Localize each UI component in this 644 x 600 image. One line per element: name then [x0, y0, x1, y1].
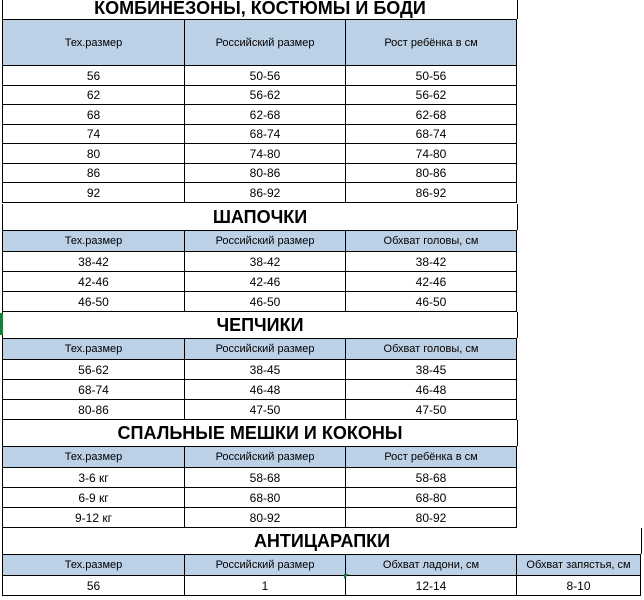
cell-comment-marker — [344, 574, 349, 579]
header-palm-circumference: Обхват ладони, см — [346, 555, 517, 576]
cell-russian-size: 74-80 — [185, 144, 346, 164]
cell-russian-size: 56-62 — [185, 86, 346, 105]
header-russian-size: Российский размер — [185, 20, 346, 66]
table-row — [3, 468, 517, 488]
section-title-overalls: КОМБИНЕЗОНЫ, КОСТЮМЫ И БОДИ — [2, 0, 518, 19]
table-header-row — [3, 339, 517, 360]
table-bonnets — [2, 338, 517, 420]
section-title-sleeping-bags: СПАЛЬНЫЕ МЕШКИ И КОКОНЫ — [2, 420, 518, 446]
table-row — [3, 144, 517, 164]
section-title-hats: ШАПОЧКИ — [2, 204, 518, 230]
table-row — [3, 66, 517, 86]
cell-tech-size: 80-86 — [3, 400, 185, 420]
table-overalls — [2, 19, 517, 203]
header-tech-size: Тех.размер — [3, 555, 185, 576]
cell-child-height: 74-80 — [346, 144, 517, 164]
cell-tech-size: 74 — [3, 125, 185, 144]
cell-head-circumference: 46-48 — [346, 380, 517, 400]
header-tech-size: Тех.размер — [3, 20, 185, 66]
table-header-row — [3, 447, 517, 468]
table-row — [3, 164, 517, 183]
cell-head-circumference: 38-42 — [346, 252, 517, 272]
header-head-circumference: Обхват головы, см — [346, 339, 517, 360]
table-row — [3, 576, 641, 596]
cell-russian-size: 46-48 — [185, 380, 346, 400]
cell-russian-size: 46-50 — [185, 292, 346, 312]
header-tech-size: Тех.размер — [3, 339, 185, 360]
table-row — [3, 125, 517, 144]
table-row — [3, 360, 517, 380]
table-row — [3, 380, 517, 400]
table-row — [3, 252, 517, 272]
table-header-row — [3, 231, 517, 252]
cell-tech-size: 68-74 — [3, 380, 185, 400]
table-row — [3, 183, 517, 203]
cell-russian-size: 86-92 — [185, 183, 346, 203]
cell-tech-size: 80 — [3, 144, 185, 164]
cell-tech-size: 6-9 кг — [3, 488, 185, 508]
cell-russian-size: 58-68 — [185, 468, 346, 488]
cell-child-height: 68-74 — [346, 125, 517, 144]
table-header-row — [3, 555, 641, 576]
section-title-bonnets: ЧЕПЧИКИ — [2, 312, 518, 338]
table-sleeping-bags — [2, 446, 517, 528]
cell-russian-size: 38-42 — [185, 252, 346, 272]
cell-tech-size: 68 — [3, 105, 185, 125]
cell-russian-size: 42-46 — [185, 272, 346, 292]
table-mittens — [2, 554, 641, 596]
table-row — [3, 292, 517, 312]
table-row — [3, 272, 517, 292]
cell-child-height: 56-62 — [346, 86, 517, 105]
header-head-circumference: Обхват головы, см — [346, 231, 517, 252]
cell-russian-size: 50-56 — [185, 66, 346, 86]
cell-child-height: 58-68 — [346, 468, 517, 488]
header-wrist-circumference: Обхват запястья, см — [517, 555, 641, 576]
cell-wrist-circumference: 8-10 — [517, 576, 641, 596]
table-hats — [2, 230, 517, 312]
cell-tech-size: 56-62 — [3, 360, 185, 380]
header-child-height: Рост ребёнка в см — [346, 20, 517, 66]
header-tech-size: Тех.размер — [3, 447, 185, 468]
table-row — [3, 400, 517, 420]
header-russian-size: Российский размер — [185, 339, 346, 360]
cell-child-height: 68-80 — [346, 488, 517, 508]
section-title-mittens: АНТИЦАРАПКИ — [2, 528, 642, 554]
header-russian-size: Российский размер — [185, 231, 346, 252]
cell-child-height: 86-92 — [346, 183, 517, 203]
cell-head-circumference: 42-46 — [346, 272, 517, 292]
cell-tech-size: 3-6 кг — [3, 468, 185, 488]
cell-child-height: 50-56 — [346, 66, 517, 86]
cell-russian-size: 68-74 — [185, 125, 346, 144]
cell-russian-size: 47-50 — [185, 400, 346, 420]
table-row — [3, 508, 517, 528]
cell-head-circumference: 46-50 — [346, 292, 517, 312]
cell-child-height: 80-86 — [346, 164, 517, 183]
cell-russian-size: 68-80 — [185, 488, 346, 508]
cell-tech-size: 92 — [3, 183, 185, 203]
cell-russian-size: 38-45 — [185, 360, 346, 380]
cell-tech-size: 86 — [3, 164, 185, 183]
cell-russian-size: 80-92 — [185, 508, 346, 528]
cell-tech-size: 56 — [3, 66, 185, 86]
cell-tech-size: 62 — [3, 86, 185, 105]
cell-selection-edge — [0, 313, 3, 335]
cell-russian-size: 80-86 — [185, 164, 346, 183]
cell-tech-size: 42-46 — [3, 272, 185, 292]
table-row — [3, 105, 517, 125]
cell-child-height: 62-68 — [346, 105, 517, 125]
header-russian-size: Российский размер — [185, 447, 346, 468]
cell-russian-size: 1 — [185, 576, 346, 596]
cell-head-circumference: 38-45 — [346, 360, 517, 380]
cell-child-height: 80-92 — [346, 508, 517, 528]
header-tech-size: Тех.размер — [3, 231, 185, 252]
table-row — [3, 488, 517, 508]
cell-tech-size: 9-12 кг — [3, 508, 185, 528]
table-header-row — [3, 20, 517, 66]
cell-tech-size: 38-42 — [3, 252, 185, 272]
table-row — [3, 86, 517, 105]
cell-tech-size: 56 — [3, 576, 185, 596]
cell-russian-size: 62-68 — [185, 105, 346, 125]
cell-palm-circumference: 12-14 — [346, 576, 517, 596]
cell-tech-size: 46-50 — [3, 292, 185, 312]
header-russian-size: Российский размер — [185, 555, 346, 576]
header-child-height: Рост ребёнка в см — [346, 447, 517, 468]
cell-head-circumference: 47-50 — [346, 400, 517, 420]
